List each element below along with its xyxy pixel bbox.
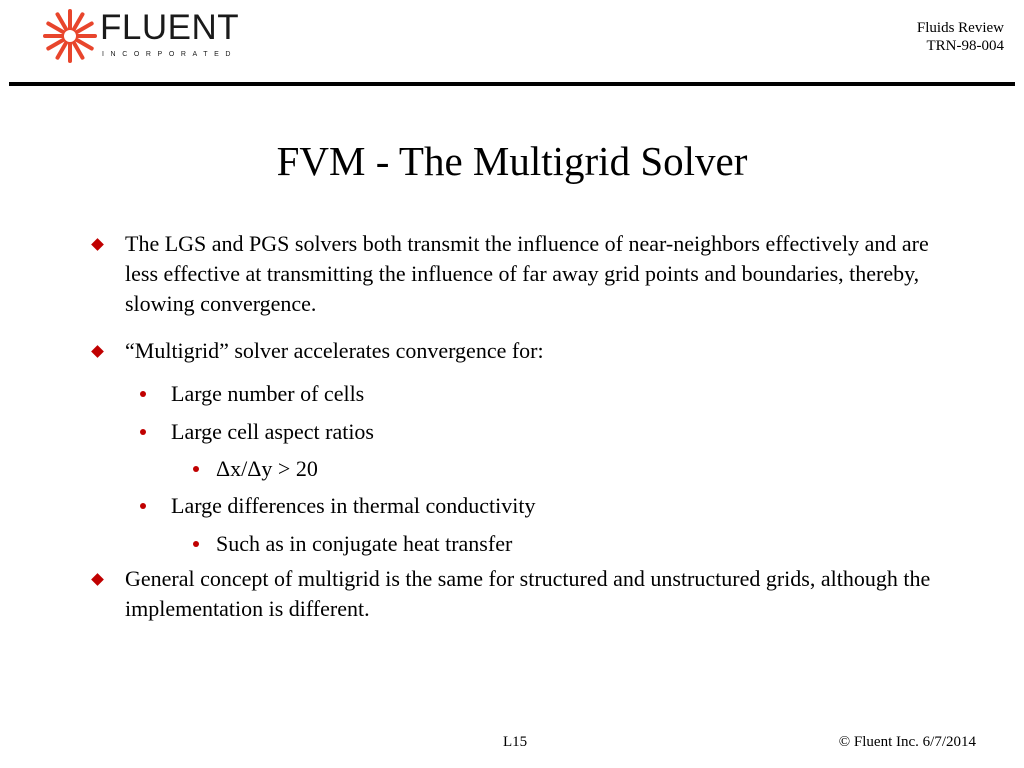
fluent-logo xyxy=(42,8,240,64)
diamond-bullet-icon xyxy=(91,238,104,251)
dot-bullet-icon xyxy=(140,503,146,509)
header-doc-info xyxy=(917,19,1004,55)
sub-sub-bullet-item: Δx/Δy > 20 xyxy=(216,456,318,481)
dot-bullet-icon xyxy=(193,541,199,547)
dot-bullet-icon xyxy=(140,429,146,435)
doc-code: TRN-98-004 xyxy=(926,38,1004,54)
bullet-item: The LGS and PGS solvers both transmit the influence of near-neighbors effectively and are less effective at transmitting the influence of far away grid points and boundaries, thereby, slowing convergence. xyxy=(125,231,929,316)
sub-bullet-item: Large cell aspect ratios xyxy=(171,419,374,444)
dot-bullet-icon xyxy=(140,391,146,397)
fluent-starburst-icon xyxy=(42,8,98,64)
header-divider xyxy=(9,82,1015,86)
diamond-bullet-icon xyxy=(91,345,104,358)
sub-bullet-item: Large differences in thermal conductivity xyxy=(171,493,536,518)
page-number: L15 xyxy=(503,734,528,750)
doc-title: Fluids Review xyxy=(916,20,1004,36)
bullet-item: General concept of multigrid is the same for structured and unstructured grids, although the implementation is different. xyxy=(125,566,931,621)
copyright: © Fluent Inc. 6/7/2014 xyxy=(838,734,976,750)
diamond-bullet-icon xyxy=(91,573,104,586)
bullet-item: “Multigrid” solver accelerates convergence for: xyxy=(125,338,544,363)
logo-wordmark: FLUENT xyxy=(100,8,240,47)
dot-bullet-icon xyxy=(193,466,199,472)
sub-bullet-item: Large number of cells xyxy=(171,381,365,406)
slide-title: FVM - The Multigrid Solver xyxy=(276,138,748,184)
sub-sub-bullet-item: Such as in conjugate heat transfer xyxy=(216,531,513,556)
logo-subtext: INCORPORATED xyxy=(102,51,238,58)
